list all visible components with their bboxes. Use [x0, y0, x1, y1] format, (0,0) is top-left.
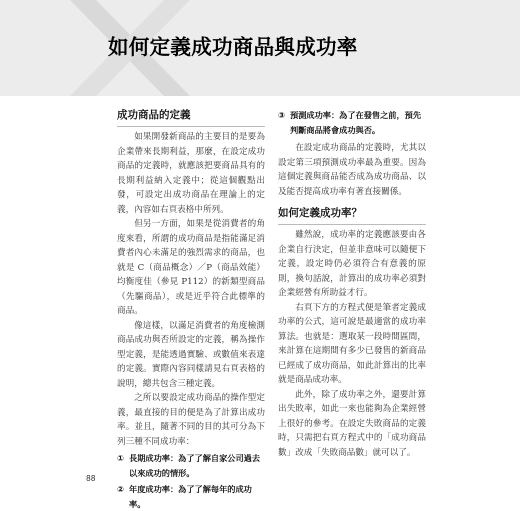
right-column	[278, 108, 426, 460]
paragraph: 雖然說，成功率的定義應該要由各企業自行決定，但並非意味可以隨便下定義，設定時仍必須符合有意義的原則，換句話說，計算出的成功率必須對企業經營有所助益才行。	[278, 230, 426, 298]
page-number: 88	[86, 474, 96, 483]
section-heading-definition: 成功商品的定義	[117, 108, 265, 127]
left-column	[117, 108, 265, 511]
list-item-long-term-rate	[117, 451, 265, 480]
paragraph: 像這樣，以滿足消費者的角度檢測商品成功與否所設定的定義，稱為操作型定義，是能透過實驗、或數值來表達的定義。實際內容同樣請見右頁表格的說明，總共包含三種定義。	[117, 320, 265, 389]
list-text: 年度成功率：為了了解每年的成功率。	[129, 484, 252, 509]
list-number: ③	[278, 110, 285, 120]
list-text: 長期成功率：為了了解自家公司過去以來成功的情形。	[129, 453, 261, 478]
list-number: ②	[117, 484, 124, 494]
paragraph: 在設定成功商品的定義時，尤其以設定第三項預測成功率最為重要。因為這個定義與商品能否成為成功商品、以及能否提高成功率有著直接關係。	[278, 143, 426, 197]
header-band	[0, 0, 520, 96]
list-item-annual-rate	[117, 482, 265, 511]
paragraph: 之所以要設定成功商品的操作型定義，最直接的目的便是為了計算出成功率。並且，隨著不同的目的其可分為下列三種不同成功率：	[117, 393, 265, 447]
list-item-forecast-rate	[278, 108, 426, 137]
page-title: 如何定義成功商品與成功率	[108, 35, 358, 59]
paragraph: 此外，除了成功率之外，還要計算出失敗率，如此一來也能夠為企業經營上很好的參考。在設定失敗商品的定義時，只需把右頁方程式中的「成功商品數」改成「失敗商品數」就可以了。	[278, 389, 426, 458]
paragraph: 但另一方面，如果是從消費者的角度來看，所謂的成功商品是指能滿足消費者內心未滿足的強烈需求的商品，也就是 C（商品概念）／P（商品效能）均衡度佳（參見 P112）的新類型商品（先驅商品），或是近乎符合此標準的商品。	[117, 219, 265, 316]
list-number: ①	[117, 453, 124, 463]
paragraph: 右頁下方的方程式便是筆者定義成功率的公式，這可說是最適當的成功率算法。也就是：選取某一段時間區間，來計算在這期間有多少已發售的新商品已經成了成功商品，如此計算出的比率就是商品成功率。	[278, 302, 426, 385]
list-text: 預測成功率：為了在發售之前，預先判斷商品將會成功與否。	[290, 110, 422, 135]
paragraph: 如果開發新商品的主要目的是要為企業帶來長期利益，那麼，在設定成功商品的定義時，就應該把要商品具有的長期利益納入定義中；從這個觀點出發，可設定出成功商品在理論上的定義，內容如右頁表格中所列。	[117, 132, 265, 215]
section-heading-success-rate: 如何定義成功率？	[278, 206, 426, 225]
